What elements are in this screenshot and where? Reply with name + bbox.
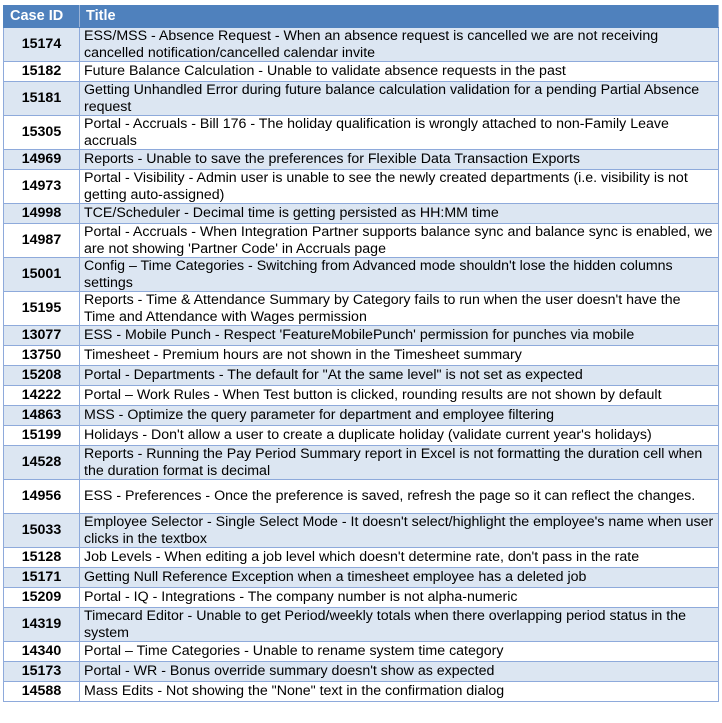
case-table-container xyxy=(3,5,719,702)
table-row xyxy=(4,446,719,480)
table-row xyxy=(4,258,719,292)
table-row xyxy=(4,366,719,386)
title-cell: Future Balance Calculation - Unable to validate absence requests in the past xyxy=(80,62,719,82)
table-row xyxy=(4,682,719,702)
case-id-cell: 15033 xyxy=(4,514,80,548)
case-id-cell: 15208 xyxy=(4,366,80,386)
title-cell: MSS - Optimize the query parameter for department and employee filtering xyxy=(80,406,719,426)
title-cell: Timesheet - Premium hours are not shown in the Timesheet summary xyxy=(80,346,719,366)
case-table xyxy=(3,5,719,702)
case-id-cell: 14340 xyxy=(4,642,80,662)
table-row xyxy=(4,608,719,642)
title-cell: ESS/MSS - Absence Request - When an absence request is cancelled we are not receiving cancelled notification/cancelled calendar invite xyxy=(80,28,719,62)
case-id-cell: 15182 xyxy=(4,62,80,82)
table-row xyxy=(4,62,719,82)
case-id-cell: 15001 xyxy=(4,258,80,292)
table-row xyxy=(4,292,719,326)
table-header-row xyxy=(4,6,719,28)
case-id-cell: 14987 xyxy=(4,224,80,258)
title-cell: Reports - Unable to save the preferences for Flexible Data Transaction Exports xyxy=(80,150,719,170)
case-id-cell: 15171 xyxy=(4,568,80,588)
case-id-cell: 14969 xyxy=(4,150,80,170)
case-id-cell: 15173 xyxy=(4,662,80,682)
table-row xyxy=(4,642,719,662)
column-header-case-id: Case ID xyxy=(4,6,80,28)
title-cell: Employee Selector - Single Select Mode - It doesn't select/highlight the employee's name when user clicks in the textbox xyxy=(80,514,719,548)
table-row xyxy=(4,406,719,426)
table-row xyxy=(4,116,719,150)
table-row xyxy=(4,224,719,258)
title-cell: Job Levels - When editing a job level which doesn't determine rate, don't pass in the rate xyxy=(80,548,719,568)
case-id-cell: 14956 xyxy=(4,480,80,514)
title-cell: Mass Edits - Not showing the "None" text in the confirmation dialog xyxy=(80,682,719,702)
case-id-cell: 14588 xyxy=(4,682,80,702)
title-cell: Portal - IQ - Integrations - The company number is not alpha-numeric xyxy=(80,588,719,608)
table-row xyxy=(4,326,719,346)
title-cell: Getting Null Reference Exception when a timesheet employee has a deleted job xyxy=(80,568,719,588)
case-id-cell: 14222 xyxy=(4,386,80,406)
column-header-title: Title xyxy=(80,6,719,28)
case-id-cell: 15174 xyxy=(4,28,80,62)
table-row xyxy=(4,28,719,62)
table-row xyxy=(4,82,719,116)
title-cell: Reports - Time & Attendance Summary by Category fails to run when the user doesn't have the Time and Attendance with Wages permission xyxy=(80,292,719,326)
title-cell: Portal - Accruals - When Integration Partner supports balance sync and balance sync is enabled, we are not showing 'Partner Code' in Accruals page xyxy=(80,224,719,258)
table-row xyxy=(4,480,719,514)
title-cell: Portal - Departments - The default for "At the same level" is not set as expected xyxy=(80,366,719,386)
title-cell: Timecard Editor - Unable to get Period/weekly totals when there overlapping period status in the system xyxy=(80,608,719,642)
case-id-cell: 14998 xyxy=(4,204,80,224)
title-cell: Portal – Time Categories - Unable to rename system time category xyxy=(80,642,719,662)
title-cell: Portal - Accruals - Bill 176 - The holiday qualification is wrongly attached to non-Family Leave accruals xyxy=(80,116,719,150)
case-id-cell: 14863 xyxy=(4,406,80,426)
title-cell: Holidays - Don't allow a user to create a duplicate holiday (validate current year's holidays) xyxy=(80,426,719,446)
table-row xyxy=(4,662,719,682)
case-id-cell: 15199 xyxy=(4,426,80,446)
case-id-cell: 14319 xyxy=(4,608,80,642)
table-row xyxy=(4,514,719,548)
title-cell: ESS - Mobile Punch - Respect 'FeatureMobilePunch' permission for punches via mobile xyxy=(80,326,719,346)
case-id-cell: 14528 xyxy=(4,446,80,480)
title-cell: Portal – Work Rules - When Test button is clicked, rounding results are not shown by default xyxy=(80,386,719,406)
table-body xyxy=(4,28,719,702)
table-row xyxy=(4,170,719,204)
table-row xyxy=(4,386,719,406)
case-id-cell: 13750 xyxy=(4,346,80,366)
title-cell: Getting Unhandled Error during future balance calculation validation for a pending Partial Absence request xyxy=(80,82,719,116)
case-id-cell: 15195 xyxy=(4,292,80,326)
title-cell: Portal - Visibility - Admin user is unable to see the newly created departments (i.e. visibility is not getting auto-assigned) xyxy=(80,170,719,204)
title-cell: Config – Time Categories - Switching from Advanced mode shouldn't lose the hidden columns settings xyxy=(80,258,719,292)
case-id-cell: 15128 xyxy=(4,548,80,568)
title-cell: Reports - Running the Pay Period Summary report in Excel is not formatting the duration cell when the duration format is decimal xyxy=(80,446,719,480)
table-row xyxy=(4,548,719,568)
table-row xyxy=(4,150,719,170)
table-row xyxy=(4,346,719,366)
case-id-cell: 15209 xyxy=(4,588,80,608)
title-cell: TCE/Scheduler - Decimal time is getting persisted as HH:MM time xyxy=(80,204,719,224)
table-row xyxy=(4,588,719,608)
title-cell: Portal - WR - Bonus override summary doesn't show as expected xyxy=(80,662,719,682)
table-row xyxy=(4,204,719,224)
title-cell: ESS - Preferences - Once the preference is saved, refresh the page so it can reflect the changes. xyxy=(80,480,719,514)
case-id-cell: 15181 xyxy=(4,82,80,116)
case-id-cell: 15305 xyxy=(4,116,80,150)
case-id-cell: 13077 xyxy=(4,326,80,346)
case-id-cell: 14973 xyxy=(4,170,80,204)
table-row xyxy=(4,426,719,446)
table-row xyxy=(4,568,719,588)
